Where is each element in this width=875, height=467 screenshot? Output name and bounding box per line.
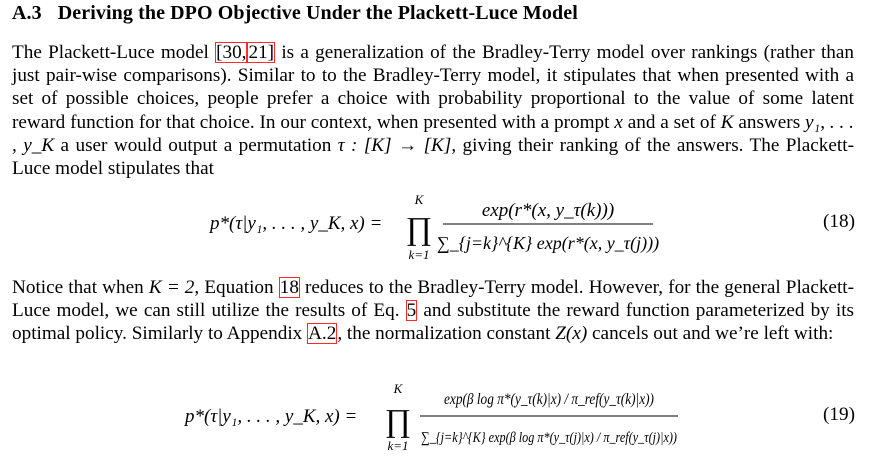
text: and a set of <box>622 111 721 133</box>
eq18-prod-lower: k=1 <box>408 247 430 262</box>
citation-link-21[interactable]: 21] <box>248 42 275 63</box>
section-heading <box>12 2 578 25</box>
equation-19 <box>0 376 875 462</box>
eq19-prod-upper: K <box>393 381 403 396</box>
eq18-lhs: p*(τ|y₁, . . . , y_K, x) = <box>210 213 383 234</box>
appendix-ref-A2-link[interactable]: A.2 <box>308 323 337 345</box>
eq19-denominator: ∑_{j=k}^{K} exp(β log π*(y_τ(j)|x) / π_ref(y_τ(j)|x)) <box>421 430 677 446</box>
text: a user would output a permutation <box>54 134 338 156</box>
math-x: x <box>614 111 623 133</box>
eq18-numerator: exp(r*(x, y_τ(k))) <box>481 200 615 221</box>
eq19-lhs: p*(τ|y₁, . . . , y_K, x) = <box>185 406 358 427</box>
text: Notice that when <box>12 277 149 298</box>
equation-18-svg <box>0 192 875 264</box>
text: , Equation <box>194 277 279 298</box>
section-title: Deriving the DPO Objective Under the Plackett-Luce Model <box>57 2 578 24</box>
text: is a generalization of the Bradley-Terry model over rankings (rather than just pair-wise comparisons). Similar to to the Bradley-Terry model, it stipulates that when presented with a set of possible choices, people prefer a choice with probability proportional to the value of some latent reward function for that choice. In our context, when presented with a prompt <box>12 42 854 133</box>
paragraph-plackett-luce <box>12 41 854 180</box>
text: , giving their ranking of the answers. The Plackett-Luce model stipulates that <box>12 134 854 180</box>
eq19-numerator: exp(β log π*(y_τ(k)|x) / π_ref(y_τ(k)|x)) <box>444 391 654 408</box>
math-Zx: Z(x) <box>555 323 588 345</box>
text: The Plackett-Luce model <box>12 42 216 63</box>
equation-18 <box>0 192 875 264</box>
text: answers <box>733 111 806 133</box>
equation-19-svg <box>0 376 875 462</box>
eq18-prod-upper: K <box>414 192 424 207</box>
math-K-equals-2: K = 2 <box>148 277 195 298</box>
citation-link-30[interactable]: [30, <box>216 42 247 63</box>
text: and substitute the reward function parameterized by its optimal policy. Similarly to Appendix <box>12 300 855 345</box>
math-K: K <box>720 111 734 133</box>
eq18-product-symbol: ∏ <box>405 210 433 246</box>
eq19-prod-lower: k=1 <box>387 438 409 453</box>
eq19-product-symbol: ∏ <box>384 402 412 438</box>
section-number: A.3 <box>12 2 42 24</box>
equation-ref-18-link[interactable]: 18 <box>279 277 299 298</box>
text: , the normalization constant <box>337 323 556 345</box>
math-answers: y₁, . . . , y_K <box>12 111 854 156</box>
paragraph-notice <box>12 276 854 346</box>
text: cancels out and we’re left with: <box>587 323 834 345</box>
equation-ref-5-link[interactable]: 5 <box>406 300 417 322</box>
equation-number-19: (19) <box>823 404 855 425</box>
equation-number-18: (18) <box>823 211 855 232</box>
text: reduces to the Bradley-Terry model. However, for the general Plackett-Luce model, we can still utilize the results of Eq. <box>12 277 854 322</box>
eq18-denominator: ∑_{j=k}^{K} exp(r*(x, y_τ(j))) <box>436 233 660 253</box>
math-permutation: τ : [K] → [K] <box>337 134 452 156</box>
